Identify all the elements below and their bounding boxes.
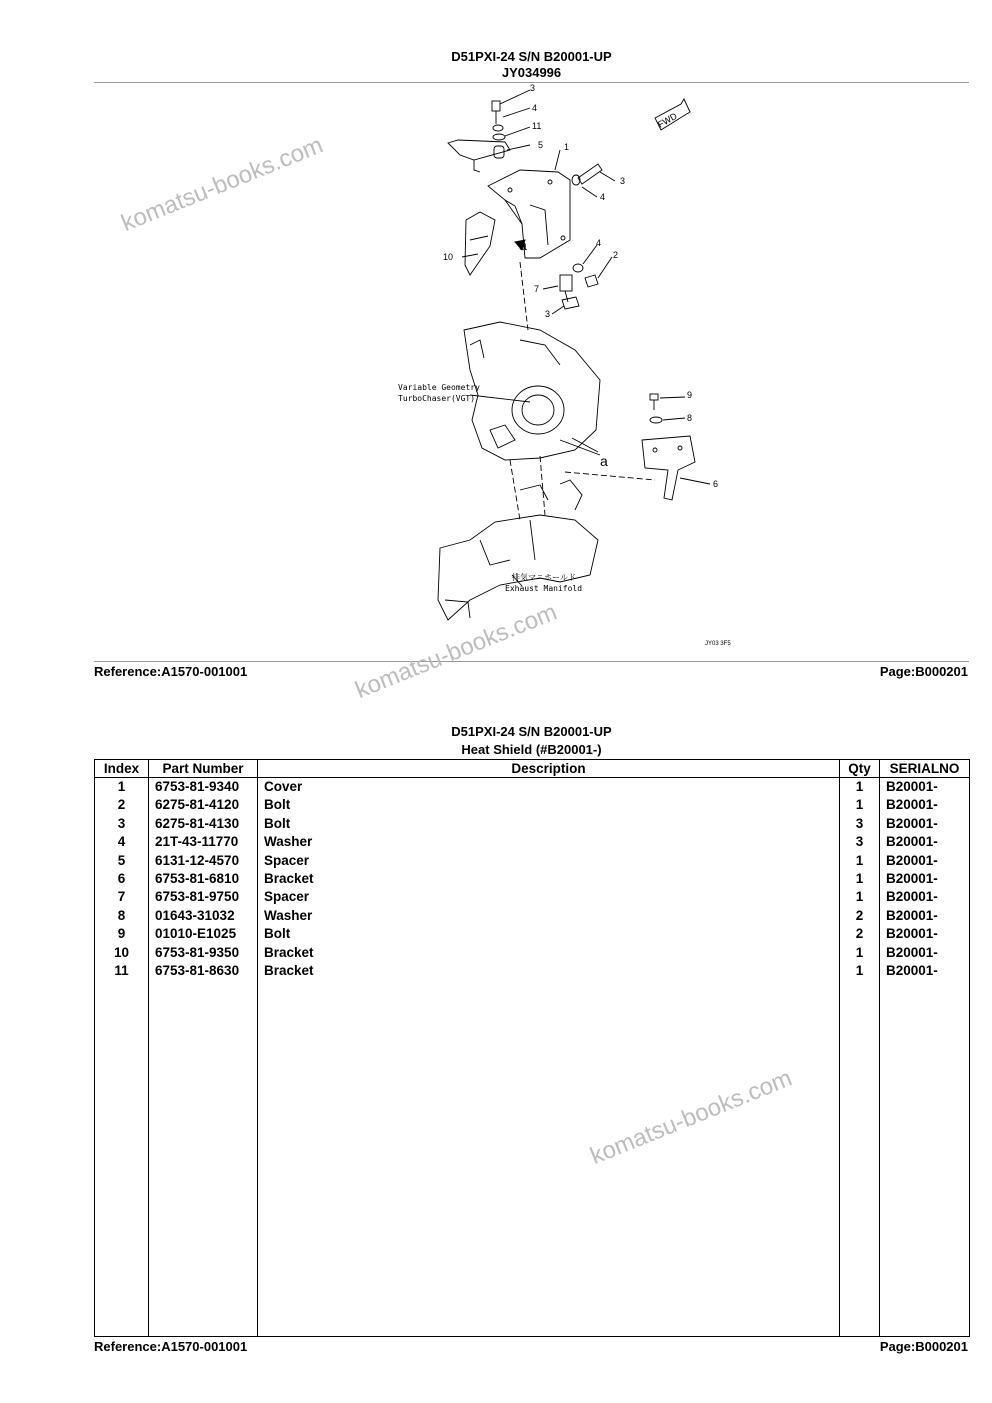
callout-7: 7 bbox=[534, 284, 540, 294]
row-description: Bolt bbox=[258, 796, 840, 814]
col-index: Index bbox=[95, 760, 149, 778]
exploded-parts-diagram bbox=[0, 0, 992, 700]
row-description: Washer bbox=[258, 907, 840, 925]
row-part-number: 6753-81-9340 bbox=[149, 778, 258, 797]
row-part-number: 6753-81-6810 bbox=[149, 870, 258, 888]
row-serialno: B20001- bbox=[880, 815, 970, 833]
row-part-number: 01643-31032 bbox=[149, 907, 258, 925]
empty-cell bbox=[840, 980, 880, 1336]
row-index: 3 bbox=[95, 815, 149, 833]
row-serialno: B20001- bbox=[880, 852, 970, 870]
row-serialno: B20001- bbox=[880, 778, 970, 797]
row-description: Spacer bbox=[258, 852, 840, 870]
label-exhaust-en: Exhaust Manifold bbox=[505, 584, 583, 593]
table-row bbox=[95, 870, 970, 888]
reference: Reference:A1570-001001 bbox=[94, 664, 248, 679]
row-qty: 3 bbox=[840, 815, 880, 833]
empty-cell bbox=[95, 980, 149, 1336]
empty-cell bbox=[258, 980, 840, 1336]
callout-11: 11 bbox=[532, 121, 542, 131]
row-serialno: B20001- bbox=[880, 796, 970, 814]
label-a-top: a bbox=[519, 237, 527, 253]
col-qty: Qty bbox=[840, 760, 880, 778]
callout-4-right: 4 bbox=[600, 192, 606, 202]
row-qty: 1 bbox=[840, 944, 880, 962]
parts-table bbox=[94, 759, 970, 1337]
watermark: komatsu-books.com bbox=[117, 131, 327, 238]
row-qty: 2 bbox=[840, 925, 880, 943]
callout-6: 6 bbox=[713, 479, 719, 489]
row-qty: 1 bbox=[840, 852, 880, 870]
table-row bbox=[95, 778, 970, 797]
page-number: Page:B000201 bbox=[879, 664, 968, 679]
row-index: 10 bbox=[95, 944, 149, 962]
page-number-2: Page:B000201 bbox=[879, 1339, 968, 1354]
row-part-number: 01010-E1025 bbox=[149, 925, 258, 943]
row-description: Bolt bbox=[258, 815, 840, 833]
row-serialno: B20001- bbox=[880, 962, 970, 980]
row-serialno: B20001- bbox=[880, 925, 970, 943]
watermark: komatsu-books.com bbox=[586, 1064, 796, 1171]
table-row bbox=[95, 852, 970, 870]
row-description: Bracket bbox=[258, 962, 840, 980]
callout-4-lower: 4 bbox=[596, 238, 602, 248]
row-qty: 3 bbox=[840, 833, 880, 851]
row-qty: 2 bbox=[840, 907, 880, 925]
callout-4-top: 4 bbox=[532, 103, 538, 113]
callout-9: 9 bbox=[687, 390, 693, 400]
row-description: Washer bbox=[258, 833, 840, 851]
row-qty: 1 bbox=[840, 962, 880, 980]
row-description: Cover bbox=[258, 778, 840, 797]
callout-3-lower: 3 bbox=[545, 309, 551, 319]
watermark: komatsu-books.com bbox=[351, 598, 561, 705]
callout-8: 8 bbox=[687, 413, 693, 423]
row-qty: 1 bbox=[840, 796, 880, 814]
row-index: 6 bbox=[95, 870, 149, 888]
row-index: 7 bbox=[95, 888, 149, 906]
table-row bbox=[95, 944, 970, 962]
callout-3-right: 3 bbox=[620, 176, 626, 186]
label-exhaust-jp: 排気マニホールド bbox=[512, 573, 576, 582]
row-part-number: 21T-43-11770 bbox=[149, 833, 258, 851]
row-description: Bolt bbox=[258, 925, 840, 943]
row-part-number: 6131-12-4570 bbox=[149, 852, 258, 870]
callout-5: 5 bbox=[538, 140, 544, 150]
row-part-number: 6753-81-8630 bbox=[149, 962, 258, 980]
table-row bbox=[95, 925, 970, 943]
row-qty: 1 bbox=[840, 778, 880, 797]
label-fwd: FWD bbox=[656, 110, 679, 130]
model-line: D51PXI-24 S/N B20001-UP bbox=[451, 49, 612, 64]
callout-10: 10 bbox=[443, 252, 454, 262]
row-index: 8 bbox=[95, 907, 149, 925]
row-serialno: B20001- bbox=[880, 870, 970, 888]
reference-2: Reference:A1570-001001 bbox=[94, 1339, 248, 1354]
table-row bbox=[95, 907, 970, 925]
row-serialno: B20001- bbox=[880, 944, 970, 962]
callout-3-top: 3 bbox=[530, 83, 536, 93]
row-description: Bracket bbox=[258, 944, 840, 962]
table-filler-row bbox=[95, 980, 970, 1336]
label-vgt-1: Variable Geometry bbox=[398, 383, 480, 392]
table-row bbox=[95, 833, 970, 851]
row-serialno: B20001- bbox=[880, 888, 970, 906]
table-row bbox=[95, 796, 970, 814]
row-index: 2 bbox=[95, 796, 149, 814]
row-part-number: 6275-81-4120 bbox=[149, 796, 258, 814]
empty-cell bbox=[880, 980, 970, 1336]
row-index: 5 bbox=[95, 852, 149, 870]
row-index: 11 bbox=[95, 962, 149, 980]
col-serialno: SERIALNO bbox=[880, 760, 970, 778]
group-title: Heat Shield (#B20001-) bbox=[461, 742, 602, 757]
table-row bbox=[95, 962, 970, 980]
row-index: 1 bbox=[95, 778, 149, 797]
row-qty: 1 bbox=[840, 888, 880, 906]
table-row bbox=[95, 888, 970, 906]
row-description: Bracket bbox=[258, 870, 840, 888]
callout-2: 2 bbox=[613, 250, 619, 260]
row-description: Spacer bbox=[258, 888, 840, 906]
illustration-code: JY034996 bbox=[501, 65, 562, 80]
model-line-2: D51PXI-24 S/N B20001-UP bbox=[451, 724, 612, 739]
table-row bbox=[95, 815, 970, 833]
empty-cell bbox=[149, 980, 258, 1336]
col-description: Description bbox=[258, 760, 840, 778]
row-part-number: 6753-81-9750 bbox=[149, 888, 258, 906]
callout-1: 1 bbox=[564, 142, 570, 152]
row-qty: 1 bbox=[840, 870, 880, 888]
label-vgt-2: TurboChaser(VGT) bbox=[398, 394, 476, 403]
row-index: 4 bbox=[95, 833, 149, 851]
table-header-row bbox=[95, 760, 970, 778]
row-serialno: B20001- bbox=[880, 833, 970, 851]
row-serialno: B20001- bbox=[880, 907, 970, 925]
row-part-number: 6275-81-4130 bbox=[149, 815, 258, 833]
label-a-lower: a bbox=[600, 453, 608, 469]
col-part-number: Part Number bbox=[149, 760, 258, 778]
drawing-number: JY03 3F5 bbox=[705, 641, 731, 647]
row-part-number: 6753-81-9350 bbox=[149, 944, 258, 962]
footer-divider bbox=[94, 661, 969, 662]
row-index: 9 bbox=[95, 925, 149, 943]
